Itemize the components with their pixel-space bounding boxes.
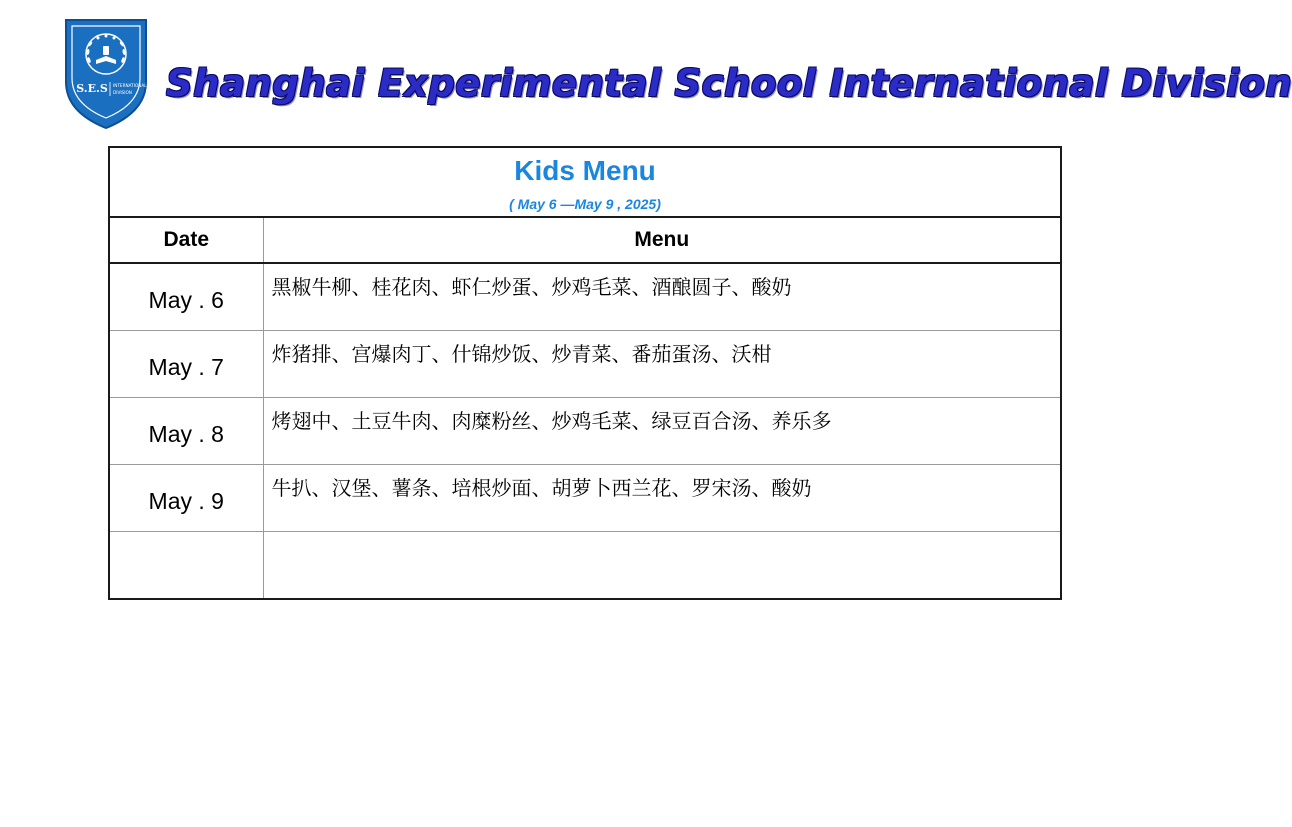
date-cell: May . 7 bbox=[109, 331, 263, 398]
school-shield-logo-icon bbox=[62, 16, 150, 130]
menu-items-cell bbox=[263, 532, 1061, 600]
menu-title: Kids Menu bbox=[514, 155, 656, 186]
menu-items-cell: 炸猪排、宫爆肉丁、什锦炒饭、炒青菜、番茄蛋汤、沃柑 bbox=[263, 331, 1061, 398]
menu-column-header: Menu bbox=[263, 217, 1061, 263]
kids-menu-table bbox=[108, 146, 1062, 600]
svg-text:DIVISION: DIVISION bbox=[113, 90, 132, 95]
date-cell: May . 6 bbox=[109, 263, 263, 331]
menu-items-cell: 牛扒、汉堡、薯条、培根炒面、胡萝卜西兰花、罗宋汤、酸奶 bbox=[263, 465, 1061, 532]
svg-text:S.E.S: S.E.S bbox=[76, 82, 108, 95]
date-cell bbox=[109, 532, 263, 600]
school-name: Shanghai Experimental School International Division bbox=[166, 62, 1292, 105]
date-cell: May . 8 bbox=[109, 398, 263, 465]
table-row bbox=[109, 465, 1061, 532]
menu-date-range: ( May 6 —May 9 , 2025) bbox=[509, 196, 661, 212]
page-header bbox=[0, 0, 1292, 140]
table-row bbox=[109, 532, 1061, 600]
table-row bbox=[109, 331, 1061, 398]
date-column-header: Date bbox=[109, 217, 263, 263]
date-cell: May . 9 bbox=[109, 465, 263, 532]
menu-items-cell: 烤翅中、土豆牛肉、肉糜粉丝、炒鸡毛菜、绿豆百合汤、养乐多 bbox=[263, 398, 1061, 465]
table-row bbox=[109, 398, 1061, 465]
svg-text:INTERNATIONAL: INTERNATIONAL bbox=[113, 83, 147, 88]
menu-items-cell: 黑椒牛柳、桂花肉、虾仁炒蛋、炒鸡毛菜、酒酿圆子、酸奶 bbox=[263, 263, 1061, 331]
header-row bbox=[109, 217, 1061, 263]
title-cell bbox=[109, 147, 1061, 217]
table-row bbox=[109, 263, 1061, 331]
title-row bbox=[109, 147, 1061, 217]
